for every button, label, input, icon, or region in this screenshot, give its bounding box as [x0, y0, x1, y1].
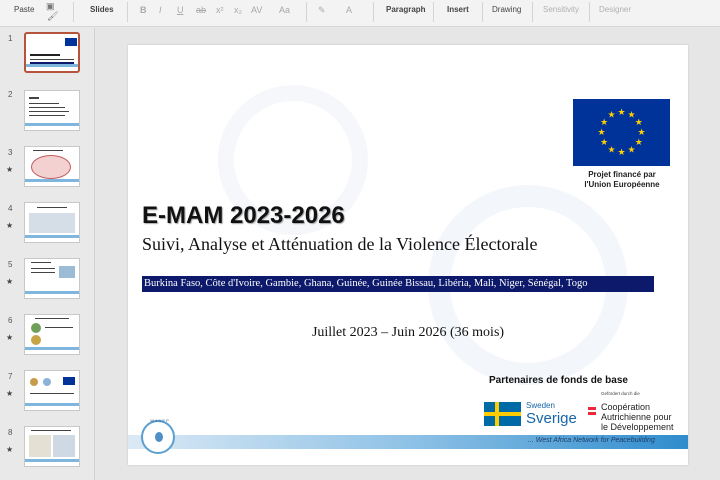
logo-thumb: [43, 378, 51, 386]
slide-thumbnail-4[interactable]: [24, 202, 80, 243]
font-color-button[interactable]: A: [346, 5, 353, 15]
footer-bar: [25, 291, 79, 294]
austria-flag-icon: [588, 407, 596, 415]
subscript-button[interactable]: x₂: [234, 5, 242, 15]
slide-thumbnail-5[interactable]: [24, 258, 80, 299]
footer-bar: [25, 459, 79, 462]
text-line: [31, 430, 71, 431]
logo-thumb: [30, 378, 38, 386]
slide-number: 1: [8, 34, 13, 43]
eu-caption-line-1: Projet financé par: [588, 170, 656, 179]
svg-text:★: ★: [634, 118, 643, 128]
star-icon: ★: [6, 221, 14, 230]
italic-button[interactable]: I: [159, 5, 162, 15]
flag-thumb: [63, 377, 75, 385]
slide-title: E-MAM 2023-2026: [142, 202, 345, 229]
text-line: [31, 272, 55, 273]
paste-icon[interactable]: ▣: [46, 1, 55, 11]
tab-insert[interactable]: Insert: [447, 5, 469, 14]
star-icon: ★: [6, 277, 14, 286]
footer-bar: [25, 123, 79, 126]
svg-text:★: ★: [617, 108, 626, 118]
ribbon-toolbar: [0, 0, 720, 27]
text-line: [35, 318, 69, 319]
partners-heading: Partenaires de fonds de base: [489, 375, 628, 386]
flag-thumb: [65, 38, 77, 46]
svg-text:★: ★: [597, 128, 606, 138]
wanep-logo-icon: [141, 420, 175, 454]
text-line: [29, 103, 59, 104]
footer-bar: [25, 235, 79, 238]
text-line: [29, 111, 69, 112]
svg-text:★: ★: [634, 138, 643, 148]
logo-thumb: [31, 335, 41, 345]
title-line: [30, 54, 60, 56]
text-line: [30, 59, 74, 60]
divider: [482, 2, 483, 22]
star-icon: ★: [6, 389, 14, 398]
logo-thumb: [31, 323, 41, 333]
divider: [589, 2, 590, 22]
tab-drawing[interactable]: Drawing: [492, 5, 522, 14]
paste-button[interactable]: Paste: [14, 5, 35, 14]
tab-designer[interactable]: Designer: [599, 5, 632, 14]
slide-number: 4: [8, 204, 13, 213]
svg-text:★: ★: [600, 138, 609, 148]
diagram-thumb: [31, 155, 71, 179]
svg-text:★: ★: [617, 148, 626, 158]
slide-thumbnail-7[interactable]: [24, 370, 80, 411]
bold-button[interactable]: B: [140, 5, 147, 15]
text-line: [45, 327, 73, 328]
sweden-flag-icon: [484, 402, 521, 426]
text-line: [33, 150, 63, 151]
tab-sensitivity[interactable]: Sensitivity: [543, 5, 580, 14]
svg-text:★: ★: [607, 145, 616, 156]
star-icon: ★: [6, 165, 14, 174]
sweden-logo-text: Sverige: [526, 410, 577, 427]
divider: [127, 2, 128, 22]
character-spacing-button[interactable]: AV: [251, 5, 263, 15]
image-thumb: [29, 435, 51, 457]
slide-thumbnail-2[interactable]: [24, 90, 80, 131]
countries-banner: Burkina Faso, Côte d'Ivoire, Gambie, Ghana, Guinée, Guinée Bissau, Libéria, Mali, Niger, Sénégal, Togo: [142, 276, 654, 292]
footer-bar: [26, 64, 78, 67]
highlight-button[interactable]: ✎: [318, 5, 326, 15]
text-line: [29, 107, 65, 108]
slide-canvas: [96, 28, 720, 480]
slide-number: 2: [8, 90, 13, 99]
divider: [373, 2, 374, 22]
divider: [532, 2, 533, 22]
tab-paragraph[interactable]: Paragraph: [386, 5, 426, 14]
slide-thumbnail-pane: [0, 28, 95, 480]
wanep-logo-label: WANEP: [150, 418, 170, 423]
text-line: [29, 97, 39, 99]
slide-number: 7: [8, 372, 13, 381]
svg-text:★: ★: [627, 145, 636, 156]
divider: [433, 2, 434, 22]
sweden-logo-text-small: Sweden: [526, 401, 555, 410]
change-case-button[interactable]: Aa: [279, 5, 291, 15]
text-line: [37, 207, 67, 208]
underline-button[interactable]: U: [177, 5, 184, 15]
image-thumb: [59, 266, 75, 278]
footer-bar: [25, 347, 79, 350]
map-thumb: [29, 213, 75, 233]
slide-thumbnail-6[interactable]: [24, 314, 80, 355]
text-line: [29, 115, 65, 116]
eu-flag-icon: [573, 99, 670, 166]
superscript-button[interactable]: x²: [216, 5, 224, 15]
svg-text:★: ★: [627, 110, 636, 121]
strikethrough-button[interactable]: ab: [196, 5, 207, 15]
text-line: [31, 268, 55, 269]
slide-subtitle: Suivi, Analyse et Atténuation de la Violence Électorale: [142, 234, 538, 254]
slide-thumbnail-1[interactable]: [24, 32, 80, 73]
austria-logo-line-2: Autrichienne pour: [601, 412, 672, 422]
slide-thumbnail-8[interactable]: [24, 426, 80, 467]
divider: [73, 2, 74, 22]
project-period: Juillet 2023 – Juin 2026 (36 mois): [311, 325, 505, 340]
svg-text:★: ★: [607, 110, 616, 121]
footer-bar: [25, 179, 79, 182]
austria-logo-line-3: le Développement: [601, 422, 674, 432]
eu-funding-caption: [568, 170, 676, 190]
slide-thumbnail-3[interactable]: [24, 146, 80, 187]
eu-caption-line-2: l'Union Européenne: [584, 180, 660, 189]
slide-number: 6: [8, 316, 13, 325]
svg-text:★: ★: [600, 118, 609, 128]
text-line: [30, 393, 74, 394]
star-icon: ★: [6, 333, 14, 342]
austria-logo-small: Gefördert durch die: [601, 391, 640, 396]
slide-number: 8: [8, 428, 13, 437]
text-line: [31, 262, 51, 263]
austria-logo-line-1: Coopération: [601, 402, 651, 412]
format-painter-icon[interactable]: 🖌: [47, 11, 59, 21]
footer-text: ... West Africa Network for Peacebuilding: [528, 437, 655, 444]
slide-number: 3: [8, 148, 13, 157]
slide-number: 5: [8, 260, 13, 269]
star-icon: ★: [6, 445, 14, 454]
image-thumb: [53, 435, 75, 457]
svg-text:★: ★: [637, 128, 646, 138]
footer-bar: [25, 403, 79, 406]
slides-button[interactable]: Slides: [90, 5, 114, 14]
current-slide[interactable]: [128, 45, 688, 465]
divider: [306, 2, 307, 22]
